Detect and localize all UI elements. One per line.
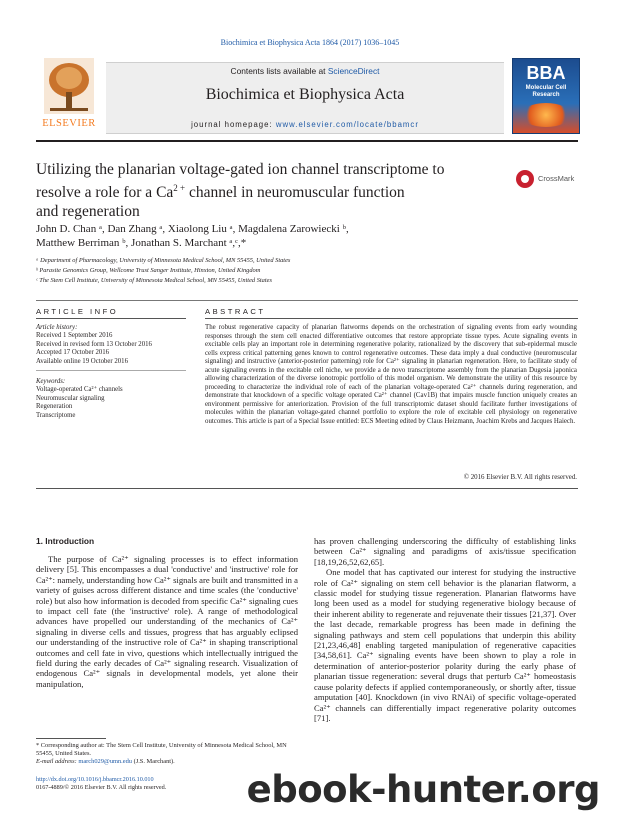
- affiliation-c: ᶜ The Stem Cell Institute, University of Minnesota Medical School, MN 55455, United States: [36, 277, 272, 284]
- homepage-prefix: journal homepage:: [191, 120, 276, 129]
- homepage-link[interactable]: www.elsevier.com/locate/bbamcr: [275, 120, 419, 129]
- crossmark-icon: [516, 170, 534, 188]
- elsevier-wordmark: ELSEVIER: [42, 118, 96, 129]
- keyword-item: Neuromuscular signaling: [36, 394, 105, 402]
- intro-paragraph-2: One model that has captivated our interest for studying the instructive role of Ca²⁺ signaling on stem cell behavior is the planarian flatworm, a classic model for studying tissue regeneration. Planarian flatworms have long been used as a model for studying regenerative biology because of their inherent ability to regenerate and rejuvenate their tissues [21,37]. Over the last decade, remarkable progress has been made in defining the signaling pathways and stem cell populations that underpin this ability [21,23,46,48] enabling targeted manipulation of regenerative capacities [34,58,61]. Ca²⁺ signaling events have been shown to play a role in determination of anterior-posterior polarity during the early phase of planarian tissue regeneration: several drugs that perturb Ca²⁺ homeostasis cause polarity defects if applied contemporaneously, or shortly after, tissue amputation [40]. Knockdown (in vivo RNAi) of specific voltage-operated Ca²⁺ channels can differentially impact regenerative polarity outcomes [71].: [314, 567, 576, 723]
- intro-paragraph-continued: has proven challenging underscoring the difficulty of establishing links between Ca²⁺ signaling and paradigms of axis/tissue specification [18,19,26,52,62,65].: [314, 536, 576, 567]
- journal-name: Biochimica et Biophysica Acta: [205, 86, 405, 103]
- crossmark-label: CrossMark: [538, 174, 575, 183]
- footnote-rule: [36, 738, 106, 739]
- sciencedirect-link[interactable]: ScienceDirect: [327, 66, 380, 76]
- history-received: Received 1 September 2016: [36, 332, 113, 340]
- body-column-left: [36, 554, 298, 689]
- journal-homepage-line: [106, 120, 504, 129]
- authors-line-2[interactable]: Matthew Berriman ᵇ, Jonathan S. Marchant ᵃ,ᶜ,*: [36, 237, 247, 249]
- introduction-heading: 1. Introduction: [36, 536, 95, 546]
- history-online: Available online 19 October 2016: [36, 357, 128, 365]
- contents-available-line: [106, 66, 504, 76]
- contents-prefix: Contents lists available at: [230, 66, 328, 76]
- title-line-3: and regeneration: [36, 203, 140, 221]
- cover-title: BBA: [526, 63, 566, 83]
- keywords: [36, 378, 186, 420]
- email-line: E-mail address: march029@umn.edu (J.S. Marchant).: [36, 758, 175, 765]
- history-label: Article history:: [36, 324, 78, 331]
- abstract-bottom-rule: [36, 488, 578, 489]
- history-accepted: Accepted 17 October 2016: [36, 349, 110, 357]
- crossmark-button[interactable]: [516, 168, 578, 190]
- authors-line-1[interactable]: John D. Chan ᵃ, Dan Zhang ᵃ, Xiaolong Liu ᵃ, Magdalena Zarowiecki ᵇ,: [36, 223, 349, 235]
- author-list: [36, 222, 486, 250]
- corresponding-author-note: * Corresponding author at: The Stem Cell Institute, University of Minnesota Medical School, MN 55455, United States.: [36, 742, 287, 757]
- header-divider: [36, 140, 578, 142]
- cover-art: [521, 103, 571, 127]
- corresponding-author-footnote: [36, 742, 298, 766]
- history-revised: Received in revised form 13 October 2016: [36, 340, 152, 348]
- affiliation-b: ᵇ Parasite Genomics Group, Wellcome Trust Sanger Institute, Hinxton, United Kingdom: [36, 267, 261, 274]
- keywords-rule: [36, 370, 186, 371]
- doi-link[interactable]: http://dx.doi.org/10.1016/j.bbamcr.2016.10.010: [36, 776, 154, 783]
- keyword-item: Transcriptome: [36, 411, 76, 419]
- article-info-rule: [36, 318, 186, 319]
- keyword-item: Voltage-operated Ca²⁺ channels: [36, 386, 123, 394]
- watermark-text: ebook-hunter.org: [246, 768, 600, 811]
- email-link[interactable]: march029@umn.edu: [78, 758, 132, 765]
- title-line-2: resolve a role for a $Ca^{2 +}$ channel in neuromuscular function: [36, 183, 405, 202]
- meta-divider: [36, 300, 578, 301]
- title-line-1: Utilizing the planarian voltage-gated ion channel transcriptome to: [36, 161, 445, 178]
- elsevier-logo: [38, 58, 100, 134]
- abstract-copyright: © 2016 Elsevier B.V. All rights reserved.: [463, 474, 577, 481]
- abstract-text: The robust regenerative capacity of planarian flatworms depends on the orchestration of signaling events from early wounding responses through the stem cell enacted differentiative outcomes that restore appropriate tissue types. Acute signaling events in excitable cells play an important role in determining regenerative polarity, rationalized by the discovery that sub-epidermal muscle cells express critical patterning genes known to control regenerative outcomes. These data imply a dual conductive (neuromuscular signaling) and instructive (anterior-posterior patterning) role for Ca²⁺ signaling in planarian regeneration. Here, to facilitate study of acute signaling events in the excitable cell niche, we provide a de novo transcriptome assembly from the planarian Dugesia japonica allowing characterization of the diverse ionotropic portfolio of this model organism. We demonstrate the utility of this resource by proceeding to characterize the individual role of each of the planarian voltage-operated Ca²⁺ channels during regeneration, and demonstrate that knockdown of a specific voltage operated Ca²⁺ channel (Cav1B) that impairs muscle function uniquely creates an environment permissive for anteriorization. Provision of the full transcriptomic dataset should facilitate further investigations of molecules within the planarian voltage-gated channel portfolio to explore the role of excitable cell physiology on regenerative outcomes. This article is part of a Special Issue entitled: ECS Meeting edited by Claus Heizmann, Joachim Krebs and Jacques Haiech.: [205, 324, 577, 425]
- article-info-heading: ARTICLE INFO: [36, 307, 119, 316]
- cover-subtitle: Molecular Cell Research: [525, 85, 567, 98]
- article-history: [36, 324, 186, 366]
- keywords-label: Keywords:: [36, 378, 66, 385]
- issn-line: 0167-4889/© 2016 Elsevier B.V. All rights reserved.: [36, 784, 167, 791]
- journal-citation[interactable]: Biochimica et Biophysica Acta 1864 (2017) 1036–1045: [220, 38, 400, 47]
- abstract-rule: [205, 318, 578, 319]
- affiliations: [36, 256, 536, 286]
- body-column-right: [314, 536, 576, 723]
- keyword-item: Regeneration: [36, 403, 73, 411]
- affiliation-a: ᵃ Department of Pharmacology, University of Minnesota Medical School, MN 55455, United States: [36, 257, 291, 264]
- intro-paragraph-1: The purpose of Ca²⁺ signaling processes is to effect information delivery [5]. This encompasses a dual 'conductive' and 'instructive' role for Ca²⁺: namely, understanding how Ca²⁺ signals are built and transmitted in a variety of guises across different distance and time scales (the 'conductive' role) but also how information is decoded from specific Ca²⁺ signaling cues to impact cell fate (the 'instructive' role). A range of methodological advances have propelled our understanding of the mechanics of Ca²⁺ signaling in diverse cells and tissues, progress that has arguably eclipsed our understanding of the instructive role of Ca²⁺ in shaping transcriptional outcomes and cell fate in vivo, questions which intellectually intrigued the field during the early decades of Ca²⁺ signaling research. Visualization of endogenous Ca²⁺ signals in developmental models, yet alone their manipulation,: [36, 554, 298, 689]
- article-title: [36, 160, 476, 221]
- elsevier-tree-icon: [44, 58, 94, 114]
- abstract-heading: ABSTRACT: [205, 307, 266, 316]
- journal-cover-thumbnail[interactable]: [512, 58, 580, 134]
